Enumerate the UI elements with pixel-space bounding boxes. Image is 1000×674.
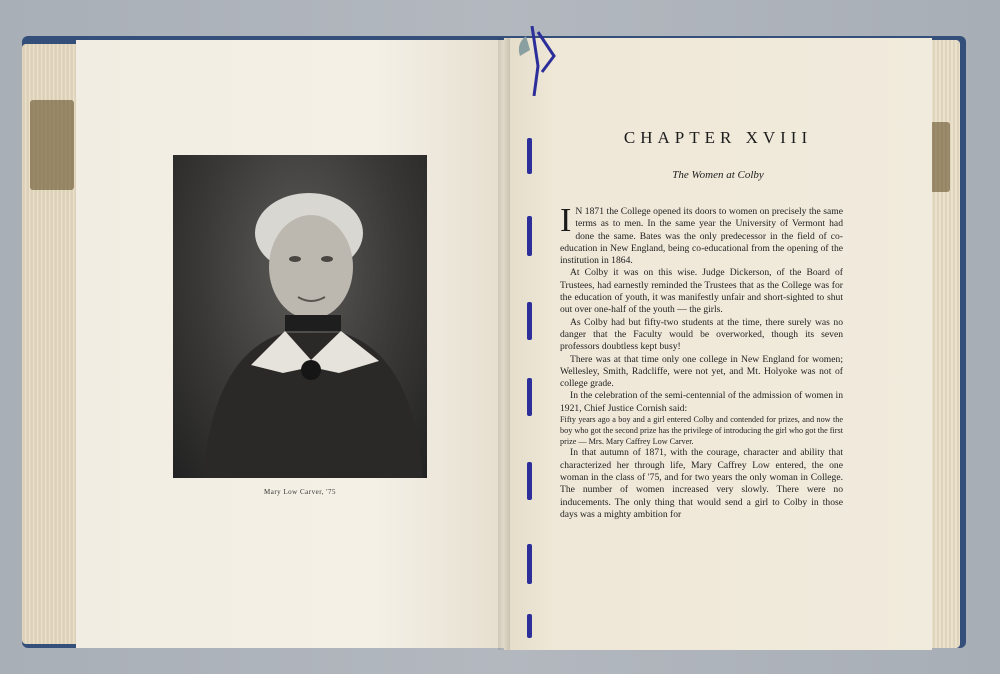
- binding-stitch: [527, 614, 532, 638]
- paragraph: I N 1871 the College opened its doors to women on precisely the same terms as to men. In the same year the University of Vermont had done the same. Bates was the only predecessor in the field of co-education in New England, being co-educational from the opening of the institution in 1864.: [560, 202, 843, 267]
- chapter-subtitle: The Women at Colby: [672, 169, 764, 181]
- paragraph: In the celebration of the semi-centennial of the admission of women in 1921, Chief Justice Cornish said:: [560, 390, 843, 414]
- paragraph: At Colby it was on this wise. Judge Dickerson, of the Board of Trustees, had earnestly reminded the Trustees that as the College was for the education of youth, it was manifestly unfair and short-sighted to shut out over one-half of the youth — the girls.: [560, 267, 843, 316]
- chapter-body: [560, 202, 843, 521]
- paragraph: As Colby had but fifty-two students at the time, there surely was no danger that the Faculty would be overworked, though its seven professors doubtless kept busy!: [560, 316, 843, 353]
- binding-stitch: [527, 302, 532, 340]
- paragraph: In that autumn of 1871, with the courage, character and ability that characterized her through life, Mary Caffrey Low entered, the one woman in the class of '75, and for two years the only woman in College. The number of women increased very slowly. There were no inducements. The only thing that would send a girl to Colby in those days was a mighty ambition for: [560, 447, 843, 520]
- portrait-photo: [173, 155, 427, 478]
- binding-stitch: [527, 544, 532, 584]
- binding-stitch: [527, 216, 532, 256]
- binding-stitch: [527, 462, 532, 500]
- paragraph: There was at that time only one college in New England for women; Wellesley, Smith, Radcliffe, were not yet, and Mt. Holyoke was not of college grade.: [560, 353, 843, 390]
- drop-cap: I: [560, 202, 572, 239]
- binding-stitch: [527, 378, 532, 416]
- photo-caption: Mary Low Carver, '75: [263, 488, 337, 496]
- edge-stain-right: [930, 122, 950, 192]
- bookmark-ribbon-icon: [516, 26, 556, 96]
- portrait-figure-icon: [173, 155, 427, 478]
- chapter-title: CHAPTER XVIII: [623, 128, 813, 147]
- edge-stain: [30, 100, 74, 190]
- block-quote: Fifty years ago a boy and a girl entered Colby and contended for prizes, and now the boy who got the second prize has the privilege of introducing the girl who got the first prize — Mrs. Mary Caffrey Low Carver.: [560, 415, 843, 446]
